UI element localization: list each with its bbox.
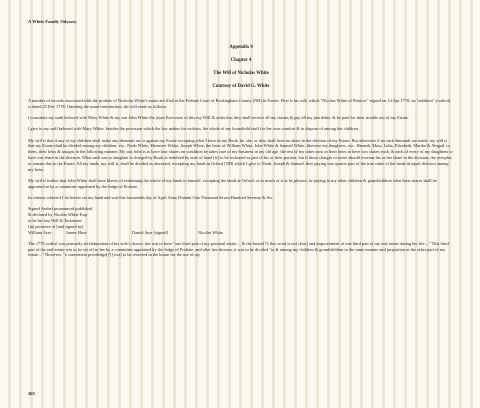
- will-paragraph-witness: In witness whereof I do hereto set my hand and seal this fourteenth day of April Anno Domini One Thousand Seven Hundred Seventy & Six.: [28, 195, 274, 201]
- signature-line: & declared by Nicolas White Esqr: [28, 212, 88, 218]
- appendix-heading: Appendix 4: [229, 45, 253, 50]
- signature-line: Signed Sealed pronounced published: [28, 206, 93, 212]
- courtesy-line: Courtesy of David G. White: [212, 84, 270, 89]
- page-number: 265: [28, 391, 35, 396]
- running-head: A White Family Odyssey: [28, 19, 77, 24]
- codicil-paragraph: The 1778 codicil was primarily an elaboration of his wife's dower; she was to have "one third part of my personal estate ... & the house[?]; this word is not clear] and improvement of one third part of my real estate during her life...." This third part of the real estate was to be set off to her by a committee appointed by the Judge of Probate, and after her decease, it was to be divided "to & among my children & grandchildren in the same manner and proportion as the other part of my estate...." However, "a convenient privaledge[?] [was] to be reserved in the house for the use of my: [28, 240, 449, 258]
- document-body: [28, 98, 454, 258]
- signatory-william-ayer: William Ayer: [28, 229, 52, 235]
- signatory-james-huse: James Huse: [66, 229, 87, 235]
- signatory-daniel-ayer: Daniel Ayer [signed]: [132, 229, 169, 235]
- will-paragraph-redemption: My will is further that John White shall have liberty of redeeming the whole of my lands to himself, excepting the lands at Orford, or as much of it as he pleases, he paying to my other children & grandchildren what their shares shall be appraised at by a committee appointed by the Judge of Probate.: [28, 177, 437, 189]
- document-title: The Will of Nicholas White: [213, 71, 269, 76]
- signatories-row: [28, 230, 454, 236]
- signature-line: to be his last Will & Testament: [28, 217, 82, 223]
- signatory-nicolas-white: Nicolas White: [198, 229, 223, 235]
- signature-block: [28, 206, 454, 235]
- intro-paragraph: A number of records associated with the probate of Nicholas White's estate are filed at the Probate Court of Rockingham County (NH) in Exeter. First is his will, which "Nicolas White of Plastow" signed on 14 Apr 1770; an "addition" (codicil) is dated 25 Dec 1778. Omitting the usual introduction, the will reads as follows:: [28, 98, 451, 109]
- chapter-heading: Chapter 4: [230, 58, 252, 63]
- will-paragraph-executors: I constitute my saith beloved wife Mary White & my son John White the joynt Executors of this my Will & order that they shall receive all my claims & pay all my just debts. & be paid for their trouble out of my Estate.: [28, 115, 409, 121]
- signature-line: [in] presence of [and signed by]: [28, 223, 84, 229]
- will-paragraph-wife: I give to my well beloved wife Mary White, besides the provision which the law makes for widows, the whole of my household stuff for her own comfort & to dispose of among her children.: [28, 126, 359, 132]
- will-paragraph-division: My will is that if any of my children shall make any demands on or against my Estate excepting what I have in my Book, he, she, or they shall have no share in the division of my Estate. But otherwise if no such demands are made, my will is that my Estate shall be divided among my children: viz., Noah White, Ebenezer White, Joseph White, the heirs of William White, John White & Samuel White; likewise my daughters, viz., Hannah, Mary, Lidia, Elizabeth, Martha & Abigail, to them, their heirs & assigns in the following manner. My son John is to have four shares on condition he takes care of my business in my old age, the rest of my other sons or their heirs to have two shares each, & each of every of my daughters to have one share in the division. What each son or daughter is charged by Book or indebted by note of hand [is] to be reckoned as part of his or their portion, but if those charges or notes should overrun his or her share in the division, the overplus to remain due to the Estate. All my lands, my will is, shall be divided as aforesaid, excepting my lands in Orford [NH] which I give to Noah, Joseph & Samuel, they paying one quarter part of the true value of the lands in equal division among my heirs.: [28, 137, 453, 172]
